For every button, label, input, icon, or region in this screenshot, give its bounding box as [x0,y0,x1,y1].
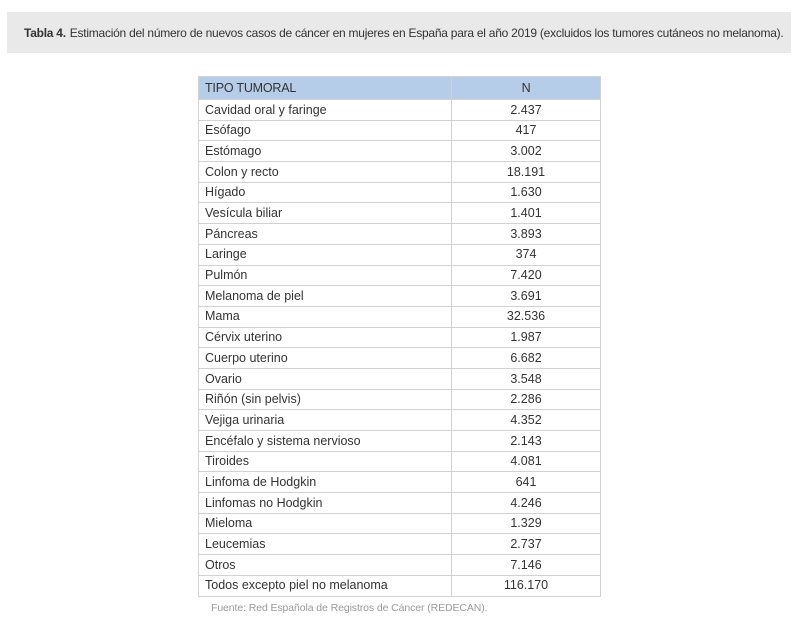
source-note: Fuente: Red Española de Registros de Cáncer (REDECAN). [211,602,488,614]
case-count-cell: 6.682 [452,348,601,369]
table-row [199,224,601,245]
tumor-type-cell: Linfomas no Hodgkin [199,493,452,514]
case-count-cell: 32.536 [452,306,601,327]
tumor-type-cell: Mama [199,306,452,327]
table-row [199,182,601,203]
table-row [199,244,601,265]
case-count-cell: 2.737 [452,534,601,555]
case-count-cell: 7.146 [452,555,601,576]
case-count-cell: 3.002 [452,141,601,162]
table-row [199,327,601,348]
table-row [199,534,601,555]
case-count-cell: 7.420 [452,265,601,286]
table-row [199,575,601,596]
table-row [199,162,601,183]
table-row [199,203,601,224]
table-row [199,286,601,307]
table-row [199,348,601,369]
table-body [199,100,601,597]
table-row [199,555,601,576]
tumor-type-cell: Vejiga urinaria [199,410,452,431]
case-count-cell: 3.893 [452,224,601,245]
case-count-cell: 1.329 [452,513,601,534]
tumor-type-cell: Cérvix uterino [199,327,452,348]
tumor-type-cell: Leucemias [199,534,452,555]
table-caption [7,12,791,53]
table-row [199,100,601,121]
table-caption-text: Estimación del número de nuevos casos de cáncer en mujeres en España para el año 2019 (excluidos los tumores cutáneos no melanoma). [69,25,784,40]
tumor-type-cell: Vesícula biliar [199,203,452,224]
table-row [199,389,601,410]
tumor-type-cell: Riñón (sin pelvis) [199,389,452,410]
tumor-type-cell: Colon y recto [199,162,452,183]
table-row [199,306,601,327]
tumor-type-cell: Otros [199,555,452,576]
header-tipo-tumoral: TIPO TUMORAL [199,77,452,100]
tumor-type-cell: Hígado [199,182,452,203]
tumor-type-cell: Todos excepto piel no melanoma [199,575,452,596]
case-count-cell: 1.630 [452,182,601,203]
table-row [199,141,601,162]
tumor-type-cell: Cavidad oral y faringe [199,100,452,121]
table-row [199,472,601,493]
table-row [199,120,601,141]
tumor-type-cell: Tiroides [199,451,452,472]
case-count-cell: 4.352 [452,410,601,431]
case-count-cell: 4.081 [452,451,601,472]
case-count-cell: 1.987 [452,327,601,348]
table-row [199,265,601,286]
tumor-type-cell: Cuerpo uterino [199,348,452,369]
case-count-cell: 2.286 [452,389,601,410]
case-count-cell: 2.437 [452,100,601,121]
table-caption-label: Tabla 4. [24,25,66,40]
case-count-cell: 1.401 [452,203,601,224]
cancer-cases-table [198,76,601,597]
table-row [199,493,601,514]
case-count-cell: 3.548 [452,368,601,389]
tumor-type-cell: Linfoma de Hodgkin [199,472,452,493]
table-row [199,431,601,452]
table-header-row [199,77,601,100]
case-count-cell: 116.170 [452,575,601,596]
case-count-cell: 374 [452,244,601,265]
tumor-type-cell: Laringe [199,244,452,265]
case-count-cell: 2.143 [452,431,601,452]
case-count-cell: 18.191 [452,162,601,183]
header-n: N [452,77,601,100]
table-row [199,368,601,389]
tumor-type-cell: Mieloma [199,513,452,534]
tumor-type-cell: Pulmón [199,265,452,286]
tumor-type-cell: Estómago [199,141,452,162]
case-count-cell: 417 [452,120,601,141]
tumor-type-cell: Páncreas [199,224,452,245]
table-row [199,451,601,472]
case-count-cell: 3.691 [452,286,601,307]
case-count-cell: 641 [452,472,601,493]
tumor-type-cell: Encéfalo y sistema nervioso [199,431,452,452]
tumor-type-cell: Esófago [199,120,452,141]
tumor-type-cell: Melanoma de piel [199,286,452,307]
case-count-cell: 4.246 [452,493,601,514]
table-row [199,410,601,431]
table-row [199,513,601,534]
tumor-type-cell: Ovario [199,368,452,389]
